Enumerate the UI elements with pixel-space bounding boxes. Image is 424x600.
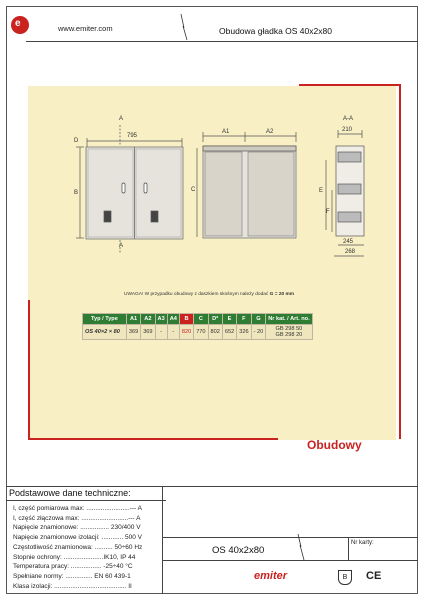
dim-label-d: D [74,138,79,144]
tech-row: Spełniane normy: ............... EN 60 439-1 [13,572,131,580]
dim-label-795: 795 [127,133,138,139]
warning-note: UWAGA! W przypadku obudowy z daszkiem skośnym należy dodać G = 20 mm [124,292,295,297]
tech-heading-underline [6,500,166,501]
dim-label-268: 268 [345,249,356,255]
dim-label-a-top: A [119,116,124,122]
art-no-1: GB 298 50 [275,326,303,332]
emiter-brand-logo: emiter [254,570,288,582]
dim-label-c: C [191,187,196,193]
cell-f: 326 [237,325,251,340]
tech-row: Napięcie znamionowe izolacji: ............ 500 V [13,534,142,542]
model-name: OS 40x2x80 [212,545,265,556]
tech-heading: Podstawowe dane techniczne: [9,488,131,498]
col-b: B [179,314,193,325]
dim-label-f: F [326,209,330,215]
col-a2: A2 [141,314,155,325]
tech-row: Temperatura pracy: ................. -25÷40 °C [13,563,133,571]
dim-label-210: 210 [342,127,353,133]
emiter-logo-icon: e [11,16,29,34]
cell-art-no [266,325,312,340]
model-divider-zigzag [296,534,306,560]
cell-b: 820 [179,325,193,340]
col-a3: A3 [155,314,167,325]
tech-row: Stopnie ochrony: ......................IK10, IP 44 [13,553,136,561]
col-type: Typ / Type [83,314,127,325]
col-c: C [194,314,208,325]
category-tag: Obudowy [307,438,362,452]
website-url[interactable]: www.emiter.com [58,24,113,33]
cell-a1: 369 [126,325,140,340]
tech-row: Częstotliwość znamionowa: .......... 50÷60 Hz [13,543,143,551]
model-box-divider [348,537,349,560]
ce-mark-icon: CE [366,570,382,582]
col-a1: A1 [126,314,140,325]
section-view [326,130,364,256]
tech-row: Klasa izolacji: ........................................ II [13,582,132,590]
tech-row: I, część złączowa max: ..........................--- A [13,514,141,522]
page-title: Obudowa gładka OS 40x2x80 [219,26,332,36]
spec-table [82,313,313,340]
dim-label-a2: A2 [266,129,274,135]
safety-b-mark-icon: B [338,570,352,585]
cell-type: OS 40×2 × 80 [83,325,127,340]
col-f: F [237,314,251,325]
cell-a3: - [155,325,167,340]
cell-d: 802 [208,325,222,340]
dim-label-b: B [74,190,79,196]
cell-e: 652 [222,325,236,340]
dim-label-a-bottom: A [119,243,124,249]
side-view [197,132,296,238]
spec-table-header [83,314,313,325]
table-row [83,325,313,340]
model-box-mid [162,560,418,561]
section-label: A-A [343,116,354,122]
col-a4: A4 [167,314,179,325]
col-d: D* [208,314,222,325]
card-number-label: Nr karty: [351,540,374,546]
tech-row: Napięcie znamionowe: ................ 230/400 V [13,524,141,532]
dim-label-a1: A1 [222,129,230,135]
tech-row: I, część pomiarowa max: ........................--- A [13,505,142,512]
model-box-top [162,537,418,538]
cell-a4: - [167,325,179,340]
dim-label-245: 245 [343,239,354,245]
cell-c: 770 [194,325,208,340]
art-no-2: GB 298 20 [275,332,303,338]
cell-a2: 369 [141,325,155,340]
dim-label-e: E [319,188,324,194]
col-art-no: Nr kat. / Art. no. [266,314,312,325]
cell-g: - 20 [251,325,266,340]
footer-top-divider [6,486,418,487]
col-g: G [251,314,266,325]
col-e: E [222,314,236,325]
front-view [76,125,183,253]
